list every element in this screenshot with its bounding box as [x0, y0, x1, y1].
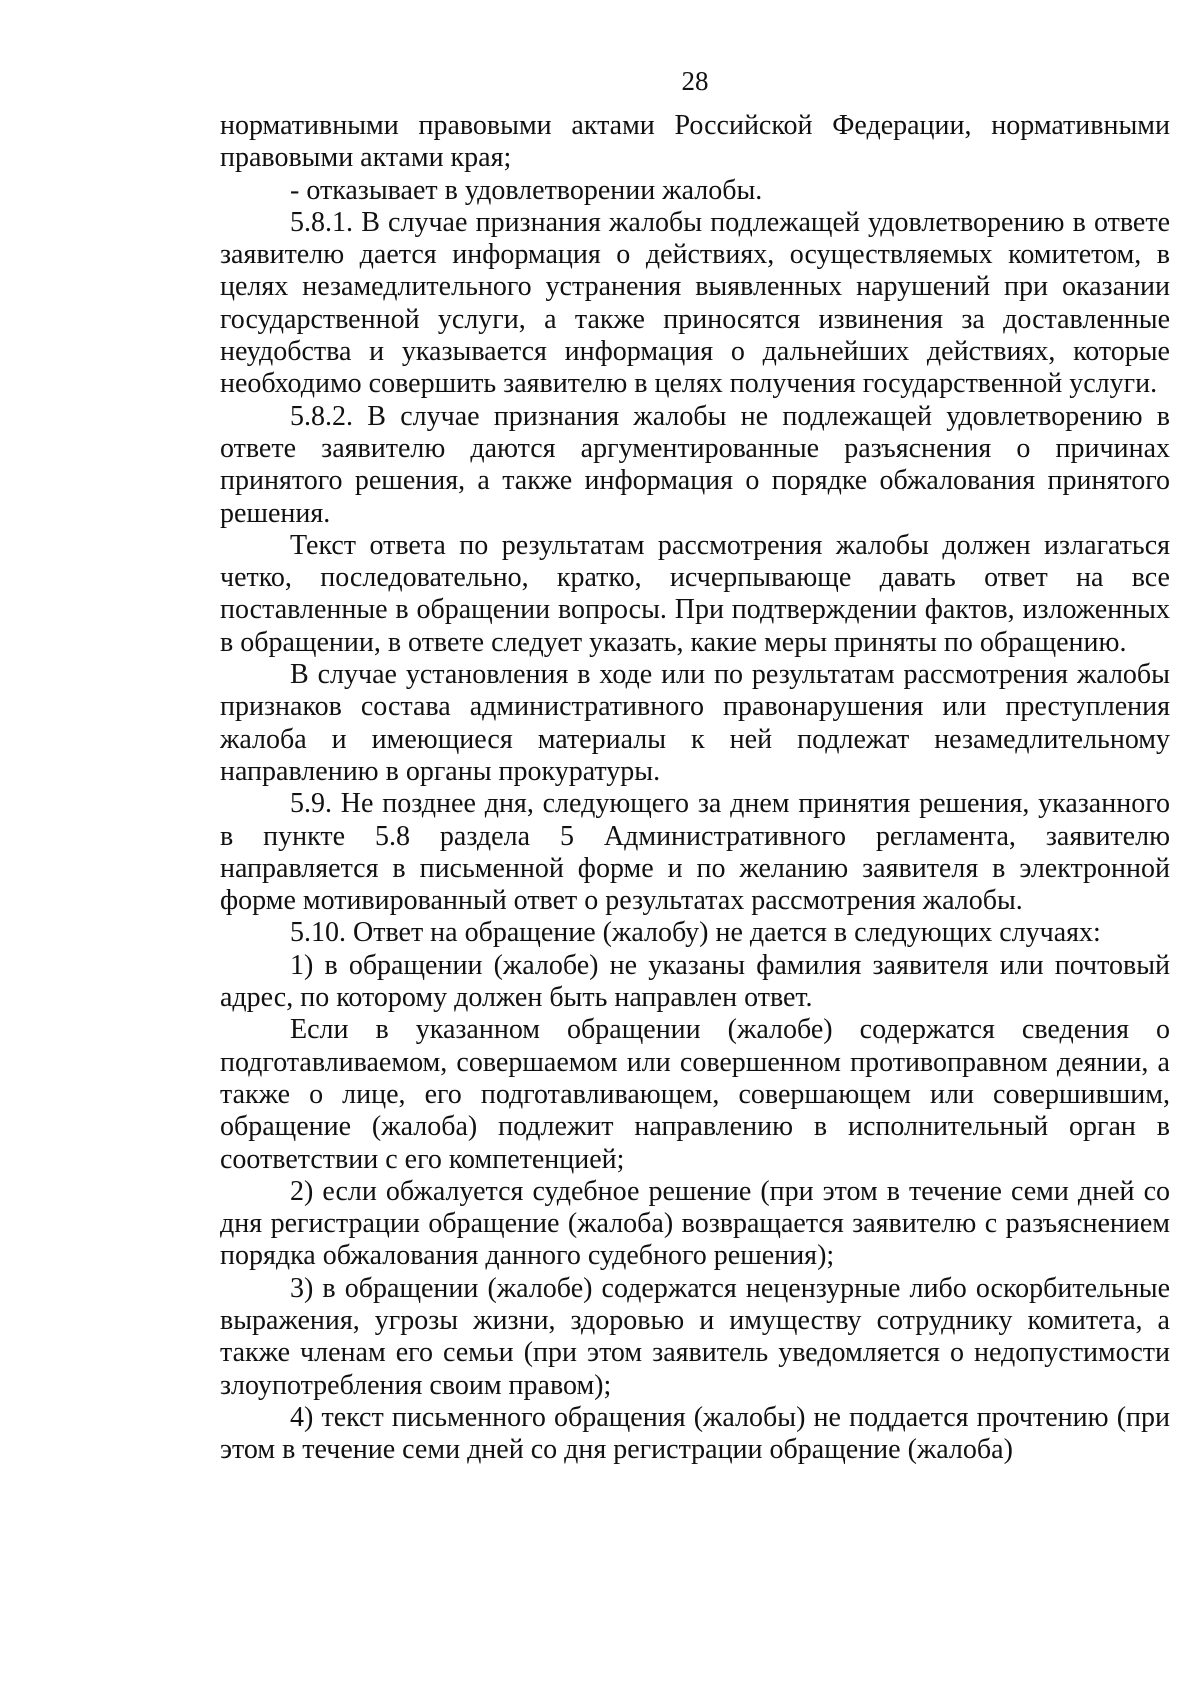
page-number: 28	[681, 66, 709, 96]
paragraph-5-8-1: 5.8.1. В случае признания жалобы подлежащей удовлетворению в ответе заявителю дается информация о действиях, осуществляемых комитетом, в целях незамедлительного устранения выявленных нарушений при оказании государственной услуги, а также приносятся извинения за доставленные неудобства и указывается информация о дальнейших действиях, которые необходимо совершить заявителю в целях получения государственной услуги.	[220, 206, 1170, 400]
paragraph-case-3: 3) в обращении (жалобе) содержатся нецензурные либо оскорбительные выражения, угрозы жизни, здоровью и имуществу сотруднику комитета, а также членам его семьи (при этом заявитель уведомляется о недопустимости злоупотребления своим правом);	[220, 1272, 1170, 1401]
paragraph-refusal-item: - отказывает в удовлетворении жалобы.	[290, 174, 763, 206]
paragraph-case-1-detail: Если в указанном обращении (жалобе) содержатся сведения о подготавливаемом, совершаемом или совершенном противоправном деянии, а также о лице, его подготавливающем, совершающем или совершившим, обращение (жалоба) подлежит направлению в исполнительный орган в соответствии с его компетенцией;	[220, 1014, 1170, 1175]
paragraph-5-10: 5.10. Ответ на обращение (жалобу) не дается в следующих случаях:	[290, 917, 1101, 949]
paragraph-case-1: 1) в обращении (жалобе) не указаны фамилия заявителя или почтовый адрес, по которому должен быть направлен ответ.	[220, 949, 1170, 1014]
paragraph-response-text: Текст ответа по результатам рассмотрения жалобы должен излагаться четко, последовательно, кратко, исчерпывающе давать ответ на все поставленные в обращении вопросы. При подтверждении фактов, изложенных в обращении, в ответе следует указать, какие меры приняты по обращению.	[220, 529, 1170, 658]
paragraph-case-4: 4) текст письменного обращения (жалобы) не поддается прочтению (при этом в течение семи дней со дня регистрации обращение (жалоба)	[220, 1401, 1170, 1466]
document-body	[220, 110, 1170, 1466]
paragraph-5-9: 5.9. Не позднее дня, следующего за днем принятия решения, указанного в пункте 5.8 раздела 5 Административного регламента, заявителю направляется в письменной форме и по желанию заявителя в электронной форме мотивированный ответ о результатах рассмотрения жалобы.	[220, 788, 1170, 917]
paragraph-prosecution-referral: В случае установления в ходе или по результатам рассмотрения жалобы признаков состава административного правонарушения или преступления жалоба и имеющиеся материалы к ней подлежат незамедлительному направлению в органы прокуратуры.	[220, 659, 1170, 787]
paragraph-5-8-2: 5.8.2. В случае признания жалобы не подлежащей удовлетворению в ответе заявителю даются аргументированные разъяснения о причинах принятого решения, а также информация о порядке обжалования принятого решения.	[220, 400, 1170, 529]
paragraph-continuation: нормативными правовыми актами Российской Федерации, нормативными правовыми актами края;	[220, 110, 1170, 174]
paragraph-case-2: 2) если обжалуется судебное решение (при этом в течение семи дней со дня регистрации обращение (жалоба) возвращается заявителю с разъяснением порядка обжалования данного судебного решения);	[220, 1175, 1170, 1272]
